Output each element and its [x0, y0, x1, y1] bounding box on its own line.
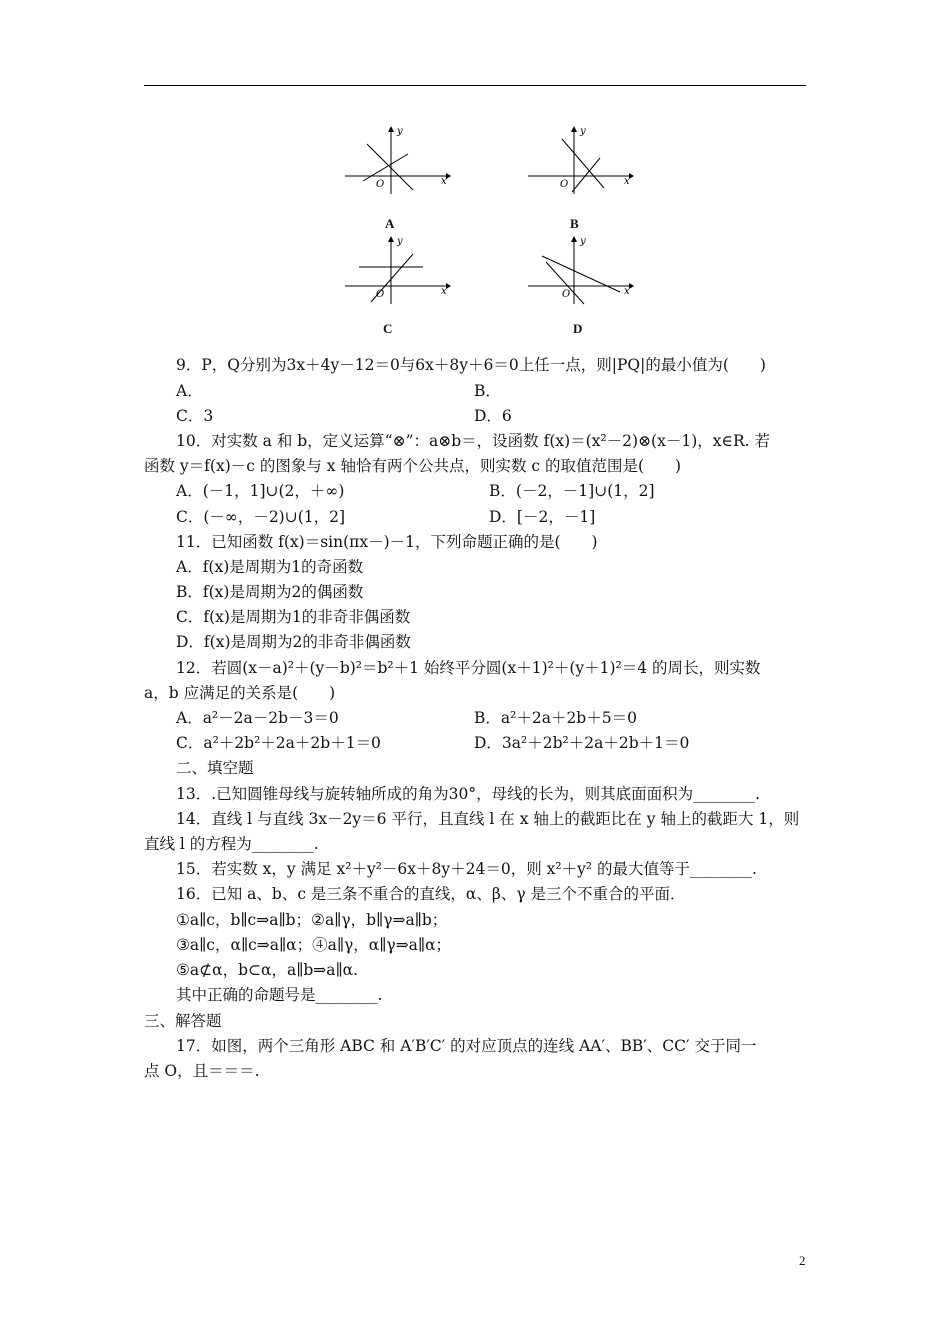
- graph-d-y-label: y: [580, 236, 586, 247]
- q16-prop-line3: ⑤a⊄α，b⊂α，a∥b⇒a∥α.: [176, 961, 359, 979]
- header-rule: [144, 85, 806, 86]
- q10-line1: 10．对实数 a 和 b，定义运算“⊗”：a⊗b＝，设函数 f(x)＝(x²－2)⊗(x－1)，x∈R. 若: [176, 432, 770, 450]
- graph-c-origin: O: [376, 289, 385, 300]
- q9-stem: 9．P，Q分别为3x＋4y－12＝0与6x＋8y＋6＝0上任一点，则|PQ|的最小值为( ): [176, 356, 766, 374]
- section-fill-in-heading: 二、填空题: [176, 759, 254, 777]
- graph-d-label: D: [573, 321, 583, 336]
- graph-a-y-label: y: [397, 126, 403, 137]
- page-number: 2: [799, 1253, 806, 1268]
- graph-a-x-label: x: [441, 176, 447, 187]
- graph-c-x-label: x: [441, 286, 447, 297]
- q12-option-d: D．3a²＋2b²＋2a＋2b＋1＝0: [474, 734, 690, 752]
- q9-option-b: B．: [474, 382, 501, 400]
- q9-option-c: C．3: [176, 407, 214, 425]
- q17-line1: 17．如图，两个三角形 ABC 和 A′B′C′ 的对应顶点的连线 AA′、BB′、CC′ 交于同一: [176, 1037, 757, 1055]
- q16-prop-line1: ①a∥c，b∥c⇒a∥b；②a∥γ，b∥γ⇒a∥b；: [176, 911, 448, 929]
- q12-option-b: B．a²＋2a＋2b＋5＝0: [474, 709, 637, 727]
- q14-line1: 14．直线 l 与直线 3x－2y＝6 平行，且直线 l 在 x 轴上的截距比在 y 轴上的截距大 1，则: [176, 810, 800, 828]
- q12-option-a: A．a²－2a－2b－3＝0: [176, 709, 339, 727]
- section-solve-heading: 三、解答题: [144, 1012, 222, 1030]
- q11-stem: 11．已知函数 f(x)＝sin(πx－)－1，下列命题正确的是( ): [176, 533, 598, 551]
- graph-a-label: A: [385, 216, 395, 231]
- q11-option-d: D．f(x)是周期为2的非奇非偶函数: [176, 633, 411, 651]
- graph-d-origin: O: [562, 289, 571, 300]
- q9-option-a: A．: [176, 382, 203, 400]
- graph-b-x-label: x: [624, 176, 630, 187]
- q16-stem: 16．已知 a、b、c 是三条不重合的直线，α、β、γ 是三个不重合的平面．: [176, 885, 686, 903]
- graph-b-y-label: y: [580, 126, 586, 137]
- graph-d: [526, 234, 636, 306]
- q10-option-b: B．(－2，－1]∪(1，2]: [489, 482, 655, 500]
- q10-option-c: C．(－∞，－2)∪(1，2]: [176, 508, 346, 526]
- q14-line2: 直线 l 的方程为________.: [144, 835, 319, 853]
- q12-line2: a，b 应满足的关系是( ): [144, 684, 336, 702]
- graph-a: [343, 124, 453, 196]
- graph-c-y-label: y: [397, 236, 403, 247]
- q9-option-d: D．6: [474, 407, 512, 425]
- graph-b: [526, 124, 636, 196]
- q12-option-c: C．a²＋2b²＋2a＋2b＋1＝0: [176, 734, 381, 752]
- q10-line2: 函数 y＝f(x)－c 的图象与 x 轴恰有两个公共点，则实数 c 的取值范围是( ): [144, 457, 682, 475]
- q13: 13．.已知圆锥母线与旋转轴所成的角为30°，母线的长为，则其底面面积为________.: [176, 785, 761, 803]
- graph-c: [343, 234, 453, 306]
- graph-d-x-label: x: [624, 286, 630, 297]
- q10-option-a: A．(－1，1]∪(2，＋∞): [176, 482, 345, 500]
- graph-a-origin: O: [376, 179, 385, 190]
- graph-c-label: C: [383, 321, 393, 336]
- q16-answer-line: 其中正确的命题号是________.: [176, 986, 383, 1004]
- q15: 15．若实数 x，y 满足 x²＋y²－6x＋8y＋24＝0，则 x²＋y² 的最大值等于________.: [176, 860, 757, 878]
- q16-prop-line2: ③a∥c，α∥c⇒a∥α；④a∥γ，α∥γ⇒a∥α；: [176, 936, 452, 954]
- q11-option-c: C．f(x)是周期为1的非奇非偶函数: [176, 608, 411, 626]
- q10-option-d: D．[－2，－1]: [489, 508, 596, 526]
- q11-option-b: B．f(x)是周期为2的偶函数: [176, 583, 364, 601]
- q11-option-a: A．f(x)是周期为1的奇函数: [176, 558, 364, 576]
- q12-line1: 12．若圆(x－a)²＋(y－b)²＝b²＋1 始终平分圆(x＋1)²＋(y＋1)²＝4 的周长，则实数: [176, 659, 761, 677]
- graph-b-label: B: [570, 216, 579, 231]
- graph-b-origin: O: [560, 179, 569, 190]
- q17-line2: 点 O，且＝＝＝.: [144, 1062, 260, 1080]
